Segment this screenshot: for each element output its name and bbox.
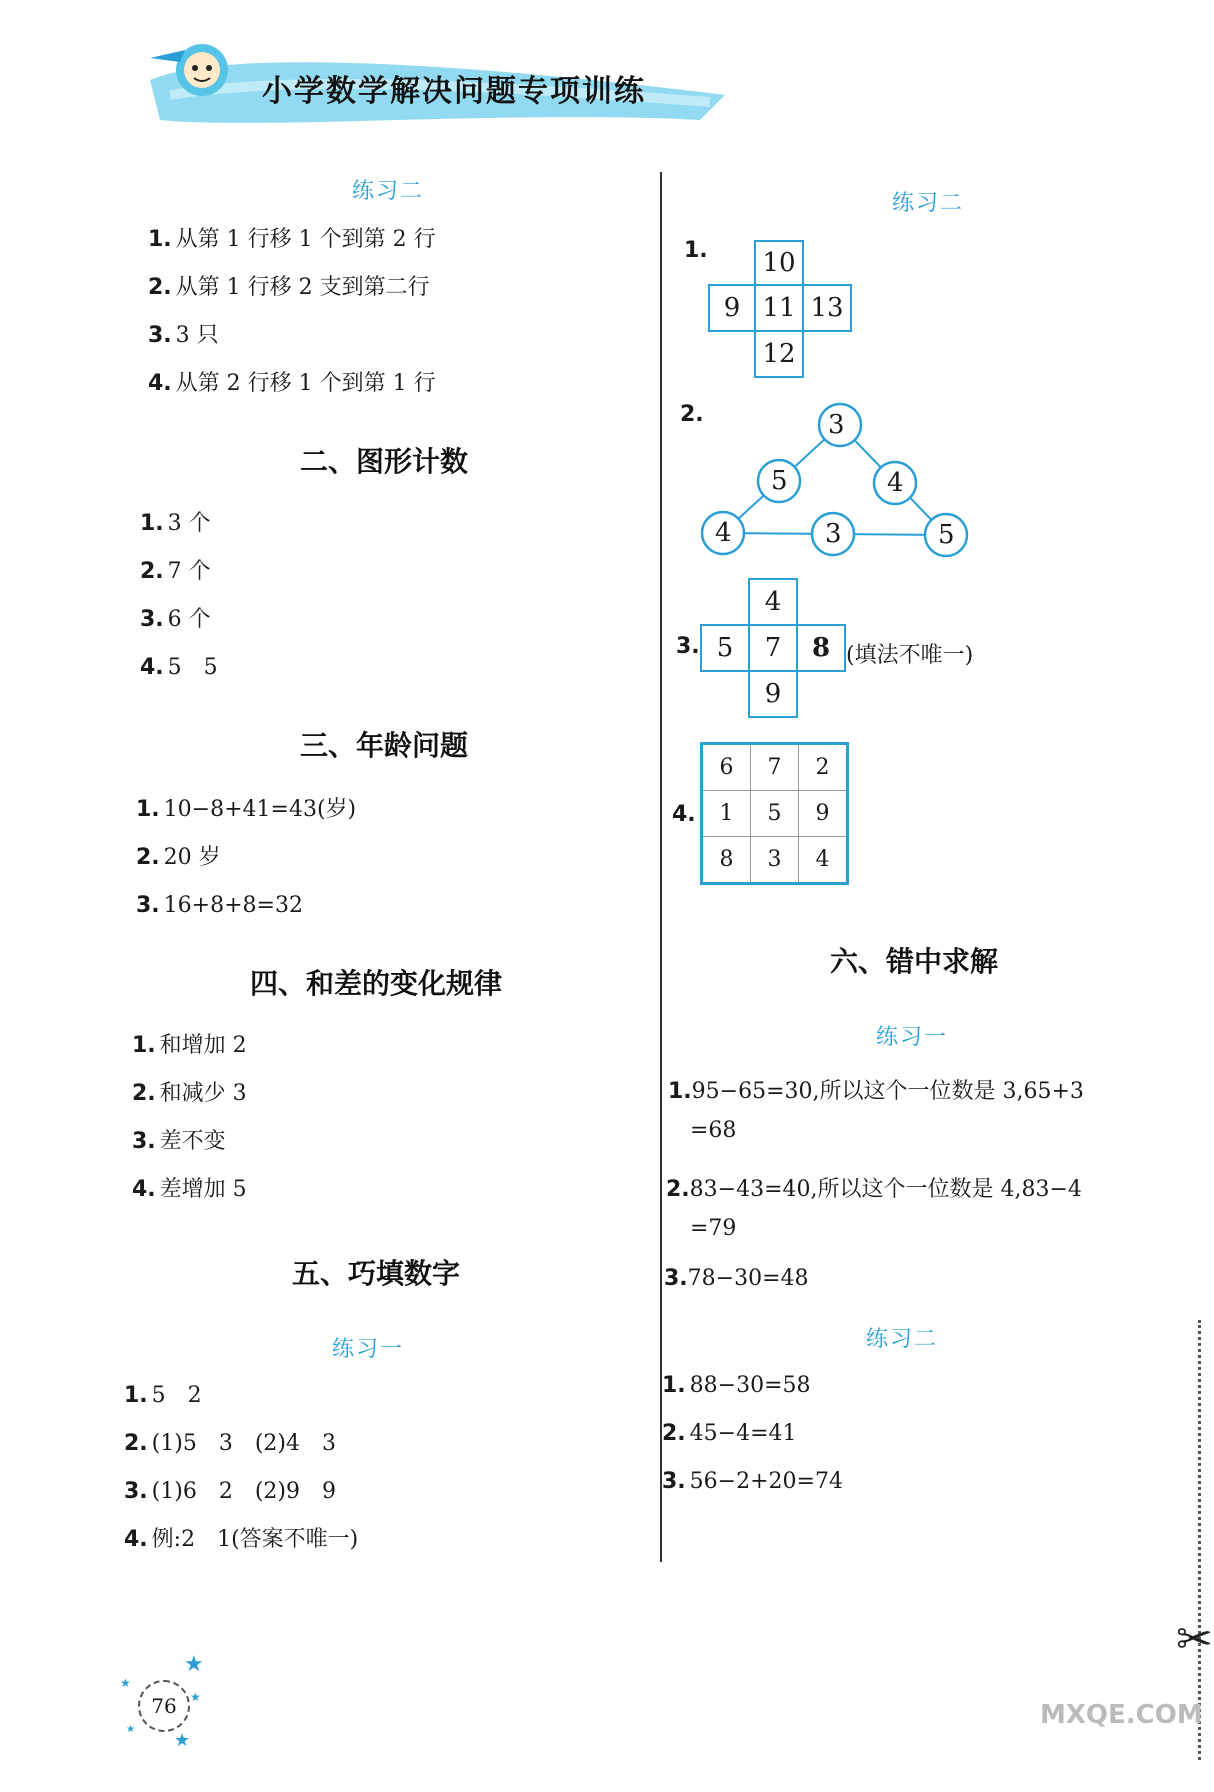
q1-cell-center: 11 [754, 284, 804, 332]
list-item: 1. 3 个 [140, 511, 211, 536]
list-item: 1.95−65=30,所以这个一位数是 3,65+3 [668, 1079, 1084, 1104]
list-sec6-lianxi2 [662, 1362, 843, 1506]
scissors-icon: ✂ [1176, 1614, 1213, 1665]
grid-cell: 4 [799, 837, 848, 884]
q3-note: (填法不唯一) [846, 643, 974, 668]
list-item: 3. 3 只 [148, 323, 219, 348]
q1-cell-bottom: 12 [754, 330, 804, 378]
star-icon: ★ [120, 1676, 131, 1690]
list-item-continuation: =68 [690, 1118, 737, 1143]
grid-cell: 7 [751, 744, 799, 791]
list-item: 3. (1)6 2 (2)9 9 [124, 1479, 336, 1504]
grid-cell: 9 [799, 791, 848, 837]
list-item: 3. 56−2+20=74 [662, 1469, 843, 1494]
list-item: 1. 和增加 2 [132, 1033, 247, 1058]
column-divider [660, 172, 662, 1562]
list-item: 4. 从第 2 行移 1 个到第 1 行 [148, 371, 436, 396]
list-item: 3. 16+8+8=32 [136, 893, 303, 918]
subheading-lianxi1-left: 练习一 [332, 1337, 405, 1362]
list-item: 2. 45−4=41 [662, 1421, 797, 1446]
star-icon: ★ [126, 1724, 135, 1735]
list-item: 2. 20 岁 [136, 845, 221, 870]
list-item: 4. 例:2 1(答案不唯一) [124, 1527, 359, 1552]
q1-cell-left: 9 [708, 284, 756, 332]
section-title-fill-numbers: 五、巧填数字 [292, 1257, 461, 1290]
q2-node-bottom-mid: 3 [825, 519, 842, 549]
q2-label: 2. [680, 402, 704, 427]
subheading-lianxi2-left: 练习二 [352, 179, 425, 204]
list-item: 2. (1)5 3 (2)4 3 [124, 1431, 336, 1456]
list-figure-count [140, 500, 218, 692]
subheading-lianxi2-sec6: 练习二 [866, 1327, 939, 1352]
star-icon: ★ [174, 1730, 191, 1751]
subheading-lianxi1-right: 练习一 [876, 1025, 949, 1050]
q4-magic-square [700, 742, 849, 885]
list-item: 3.78−30=48 [664, 1266, 809, 1291]
q3-cell-center: 7 [748, 624, 798, 672]
q2-node-bottom-right: 5 [938, 520, 955, 550]
list-lianxi2-left [148, 216, 436, 408]
list-age-problem [136, 786, 356, 930]
section-title-age-problem: 三、年龄问题 [300, 729, 469, 762]
section-title-figure-count: 二、图形计数 [300, 445, 469, 478]
grid-cell: 3 [751, 837, 799, 884]
list-item: 1. 从第 1 行移 1 个到第 2 行 [148, 227, 436, 252]
grid-cell: 2 [799, 744, 848, 791]
q2-node-bottom-left: 4 [715, 518, 732, 548]
list-item: 4. 5 5 [140, 655, 218, 680]
list-item: 1. 88−30=58 [662, 1373, 811, 1398]
q3-label: 3. [676, 634, 700, 659]
grid-cell: 1 [702, 791, 751, 837]
header-title: 小学数学解决问题专项训练 [262, 74, 646, 109]
subheading-lianxi2-right: 练习二 [892, 191, 965, 216]
q1-cell-top: 10 [754, 240, 804, 286]
q3-cell-top: 4 [748, 578, 798, 626]
q2-node-upper-right: 4 [887, 468, 904, 498]
list-item: 3. 差不变 [132, 1129, 226, 1154]
q3-cell-left: 5 [700, 624, 750, 672]
list-item: 1. 10−8+41=43(岁) [136, 797, 357, 822]
q2-node-upper-left: 5 [771, 466, 788, 496]
list-item: 2. 从第 1 行移 2 支到第二行 [148, 275, 430, 300]
star-icon: ★ [190, 1690, 201, 1704]
list-item: 2. 和减少 3 [132, 1081, 247, 1106]
q3-cell-bottom: 9 [748, 670, 798, 718]
list-fill-numbers [124, 1372, 358, 1564]
watermark-logo: MXQE.COM [1040, 1700, 1203, 1730]
list-item: 1. 5 2 [124, 1383, 202, 1408]
page-number: 76 [138, 1680, 190, 1732]
cut-line [1198, 1320, 1201, 1760]
star-icon: ★ [184, 1652, 204, 1677]
list-item-continuation: =79 [690, 1216, 737, 1241]
section-title-sum-diff: 四、和差的变化规律 [250, 967, 503, 1000]
list-item: 3. 6 个 [140, 607, 211, 632]
q4-label: 4. [672, 802, 696, 827]
section-title-error-solve: 六、错中求解 [830, 945, 999, 978]
grid-cell: 5 [751, 791, 799, 837]
q2-node-apex: 3 [828, 410, 845, 440]
q1-label: 1. [684, 238, 708, 263]
grid-cell: 6 [702, 744, 751, 791]
list-item: 4. 差增加 5 [132, 1177, 247, 1202]
list-item: 2.83−43=40,所以这个一位数是 4,83−4 [666, 1177, 1082, 1202]
list-sum-diff [132, 1022, 247, 1214]
list-item: 2. 7 个 [140, 559, 211, 584]
q1-cell-right: 13 [802, 284, 852, 332]
grid-cell: 8 [702, 837, 751, 884]
q3-cell-right: 8 [796, 624, 846, 672]
